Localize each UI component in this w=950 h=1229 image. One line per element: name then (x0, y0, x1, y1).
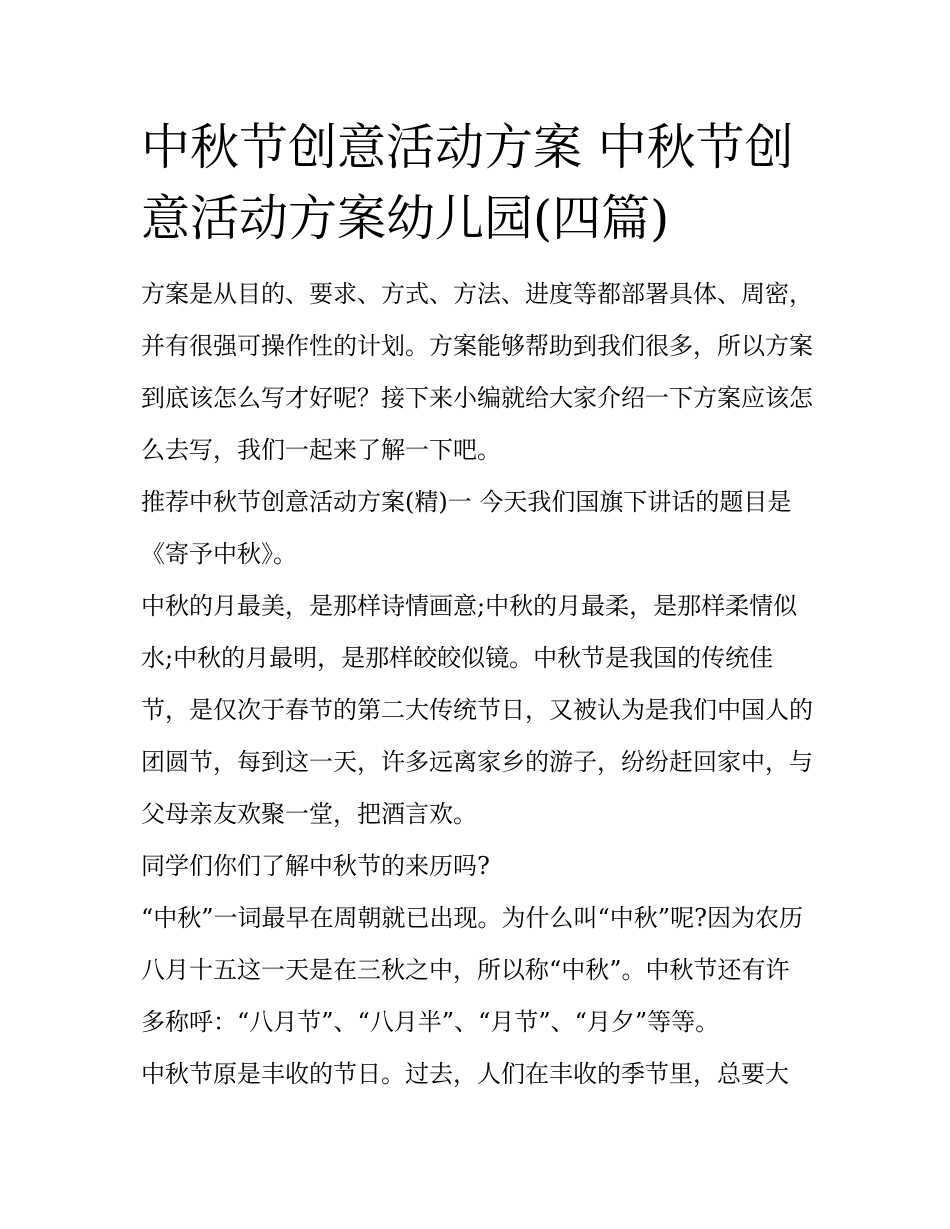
paragraph: 同学们你们了解中秋节的来历吗? (141, 852, 490, 880)
paragraph: 中秋节原是丰收的节日。过去，人们在丰收的季节里，总要大 (141, 1060, 789, 1088)
paragraph: “中秋”一词最早在周朝就已出现。为什么叫“中秋”呢?因为农历八月十五这一天是在三秋之中，所以称“中秋”。中秋节还有许多称呼：“八月节”、“八月半”、“月节”、“月夕”等等。 (141, 904, 803, 1036)
paragraph: 方案是从目的、要求、方式、方法、进度等都部署具体、周密，并有很强可操作性的计划。方案能够帮助到我们很多，所以方案到底该怎么写才好呢？接下来小编就给大家介绍一下方案应该怎么去写，我们一起来了解一下吧。 (141, 280, 813, 464)
paragraph: 推荐中秋节创意活动方案(精)一 今天我们国旗下讲话的题目是《寄予中秋》。 (141, 488, 792, 568)
paragraph: 中秋的月最美，是那样诗情画意;中秋的月最柔，是那样柔情似水;中秋的月最明，是那样皎皎似镜。中秋节是我国的传统佳节，是仅次于春节的第二大传统节日，又被认为是我们中国人的团圆节，每到这一天，许多远离家乡的游子，纷纷赶回家中，与父母亲友欢聚一堂，把酒言欢。 (141, 592, 813, 828)
document-body (141, 268, 813, 1100)
document-title: 中秋节创意活动方案 中秋节创意活动方案幼儿园(四篇) (141, 119, 794, 247)
